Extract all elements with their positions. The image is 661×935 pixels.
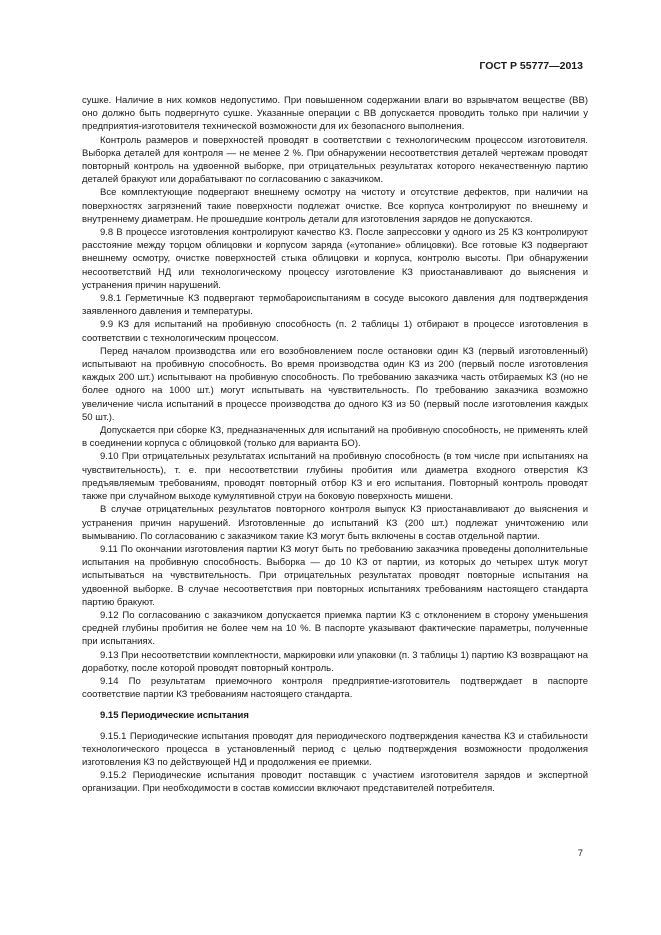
document-code: ГОСТ Р 55777—2013 xyxy=(479,60,583,72)
paragraph: 9.15.1 Периодические испытания проводят для периодического подтверждения качества КЗ и стабильности технологического процесса в установленный период с целью подтверждения возможности продолжения изготовления КЗ по действующей НД и продолжения ее приемки. xyxy=(82,730,588,768)
paragraph: 9.12 По согласованию с заказчиком допускается приемка партии КЗ с отклонением в сторону уменьшения средней глубины пробития не более чем на 10 %. В паспорте указывают фактические параметры, полученные при испытаниях. xyxy=(82,609,588,648)
paragraph: 9.11 По окончании изготовления партии КЗ могут быть по требованию заказчика проведены дополнительные испытания на пробивную способность. Выборка — до 10 КЗ от партии, из которых до четырех штук могут испытываться на чувствительность. При отрицательных результатах проводят повторные испытания на удвоенной выборке. В случае несоответствия при повторных испытаниях требованиям настоящего стандарта партию бракуют. xyxy=(82,543,588,608)
page-number: 7 xyxy=(577,848,583,859)
paragraph: 9.13 При несоответствии комплектности, маркировки или упаковки (п. 3 таблицы 1) партию КЗ возвращают на доработку, после которой проводят повторный контроль. xyxy=(82,649,588,674)
paragraph: сушке. Наличие в них комков недопустимо. При повышенном содержании влаги во взрывчатом веществе (ВВ) оно должно быть подвергнуто сушке. Указанные операции с ВВ допускается проводить только при наличии у предприятия-изготовителя технической возможности для их безопасного выполнения. xyxy=(82,95,588,133)
paragraph: Контроль размеров и поверхностей проводят в соответствии с технологическим процессом изготовителя. Выборка деталей для контроля — не менее 2 %. При обнаружении несоответствия деталей чертежам проводят повторный контроль на удвоенной выборке, при отрицательных результатах которого некачественную партию деталей бракуют или дорабатывают по согласованию с заказчиком. xyxy=(82,134,588,186)
paragraph: В случае отрицательных результатов повторного контроля выпуск КЗ приостанавливают до выяснения и устранения причин нарушений. Изготовленные до испытаний КЗ (200 шт.) подлежат уничтожению или вымыванию. По согласованию с заказчиком такие КЗ могут быть включены в состав отдельной партии. xyxy=(82,504,588,542)
paragraph: 9.14 По результатам приемочного контроля предприятие-изготовитель подтверждает в паспорте соответствие партии КЗ требованиям настоящего стандарта. xyxy=(82,675,588,701)
paragraph: 9.8.1 Герметичные КЗ подвергают термобароиспытаниям в сосуде высокого давления для подтверждения заявленного давления и температуры. xyxy=(82,293,588,318)
paragraph: Перед началом производства или его возобновлением после остановки один КЗ (первый изготовленный) испытывают на пробивную способность. Во время производства один КЗ из 200 (первый после изготовления каждых 200 шт.) испытывают на пробивную способность. По требованию заказчика часть отбираемых КЗ (но не более одного на 1000 шт.) могут испытывать на чувствительность. По требованию заказчика возможно увеличение числа испытаний в процессе производства до одного КЗ из 50 (первый после изготовления каждых 50 шт.). xyxy=(82,345,588,423)
paragraph: Допускается при сборке КЗ, предназначенных для испытаний на пробивную способность, не применять клей в соединении корпуса с облицовкой (только для варианта БО). xyxy=(82,425,588,450)
document-body xyxy=(82,94,588,796)
paragraph: 9.10 При отрицательных результатах испытаний на пробивную способность (в том числе при испытаниях на чувствительность), т. е. при несоответствии глубины пробития или диаметра входного отверстия КЗ предъявляемым требованиям, проводят повторный отбор КЗ и его испытания. Повторный контроль проводят также при случайном выходе кумулятивной струи на боковую поверхность мишени. xyxy=(82,451,588,503)
paragraph: Все комплектующие подвергают внешнему осмотру на чистоту и отсутствие дефектов, при наличии на поверхностях загрязнений такие поверхности подлежат очистке. Все корпуса контролируют по внешнему и внутреннему диаметрам. Не прошедшие контроль детали для изготовления зарядов не допускаются. xyxy=(82,187,588,225)
paragraph: 9.15.2 Периодические испытания проводит поставщик с участием изготовителя зарядов и экспертной организации. При необходимости в состав комиссии включают представителей потребителя. xyxy=(82,770,588,795)
paragraph: 9.9 КЗ для испытаний на пробивную способность (п. 2 таблицы 1) отбирают в процессе изготовления в соответствии с технологическим процессом. xyxy=(82,319,588,344)
paragraph: 9.8 В процессе изготовления контролируют качество КЗ. После запрессовки у одного из 25 КЗ контролируют расстояние между торцом облицовки и корпусом заряда («утопание» облицовки). Все готовые КЗ подвергают внешнему осмотру, очистке поверхностей стыка облицовки и корпуса, контролю высоты. При обнаружении несоответствий НД или технологическому процессу изготовление КЗ приостанавливают до выяснения и устранения причин нарушений. xyxy=(82,227,588,291)
section-heading: 9.15 Периодические испытания xyxy=(100,710,249,722)
